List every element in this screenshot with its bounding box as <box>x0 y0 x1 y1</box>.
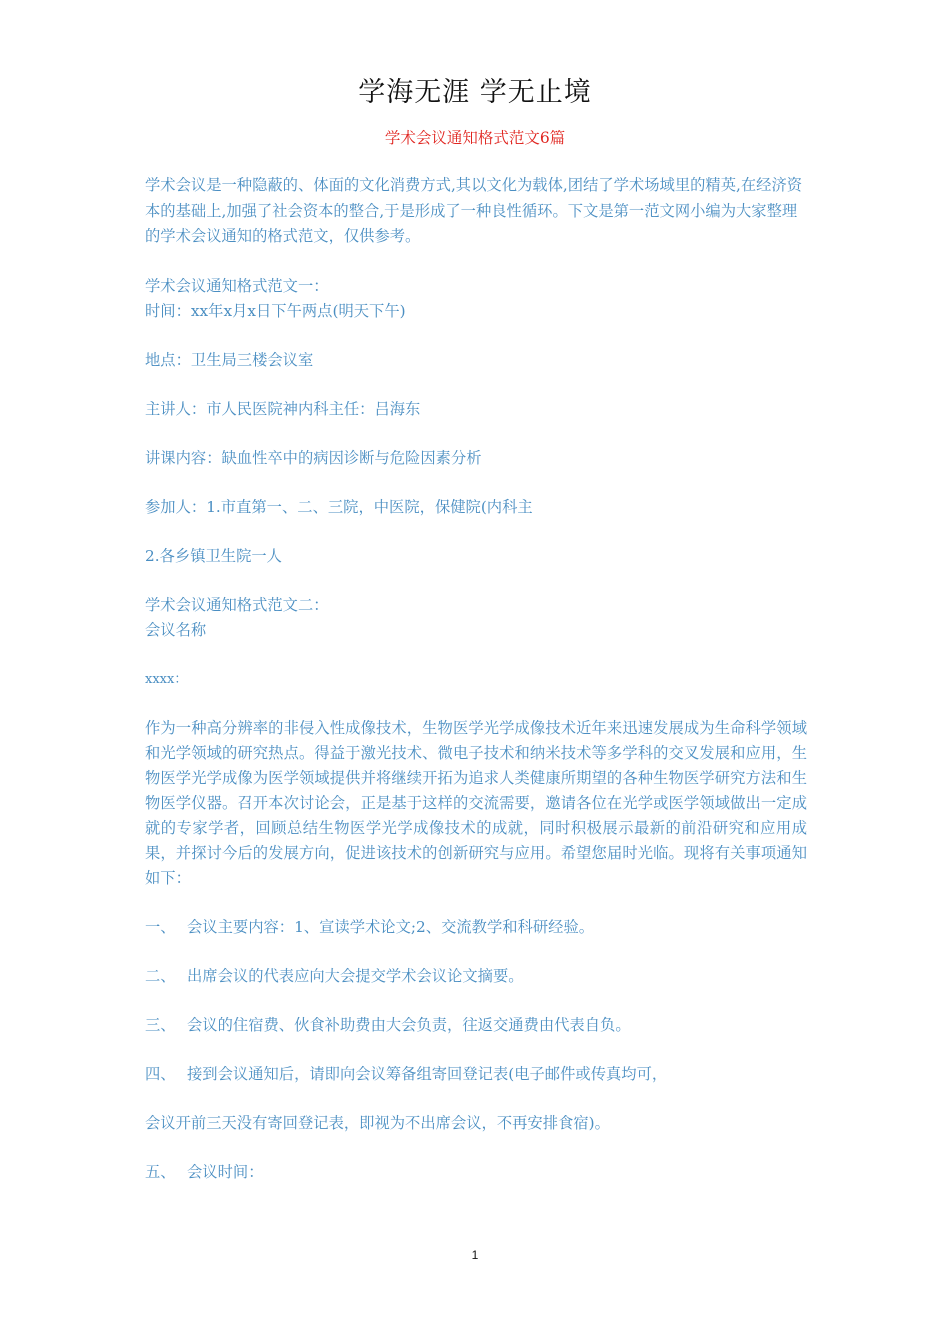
list-item <box>145 964 807 989</box>
list-item-text: 会议的住宿费、伙食补助费由大会负责，往返交通费由代表自负。 <box>187 1015 631 1034</box>
header-motto: 学海无涯 学无止境 <box>358 77 592 108</box>
sample1-time: 时间：xx年x月x日下午两点(明天下午) <box>145 301 406 320</box>
list-item-text: 接到会议通知后，请即向会议筹备组寄回登记表(电子邮件或传真均可， <box>187 1064 668 1083</box>
list-item-number: 三、 <box>145 1015 176 1034</box>
sample1-participants: 参加人：1.市直第一、二、三院，中医院，保健院(内科主 <box>145 497 533 516</box>
sample1-heading: 学术会议通知格式范文一： <box>145 276 329 295</box>
list-item-text: 会议主要内容：1、宣读学术论文;2、交流教学和科研经验。 <box>187 917 595 936</box>
intro-paragraph: 学术会议是一种隐蔽的、体面的文化消费方式,其以文化为载体,团结了学术场域里的精英,在经济资本的基础上,加强了社会资本的整合,于是形成了一种良性循环。下文是第一范文网小编为大家整理的学术会议通知的格式范文，仅供参考。 <box>145 176 803 245</box>
sample1-participants-2: 2.各乡镇卫生院一人 <box>145 546 282 565</box>
list-item-number: 二、 <box>145 966 176 985</box>
document-title: 学术会议通知格式范文6篇 <box>384 129 566 147</box>
list-item-text: 会议时间： <box>187 1162 264 1181</box>
document-body <box>145 173 807 1185</box>
list-item-number: 五、 <box>145 1162 176 1181</box>
list-item <box>145 1013 807 1038</box>
sample1-topic: 讲课内容：缺血性卒中的病因诊断与危险因素分析 <box>145 448 482 467</box>
list-item-text: 出席会议的代表应向大会提交学术会议论文摘要。 <box>187 966 524 985</box>
sample2-name-value: xxxx： <box>145 671 188 687</box>
sample1-place: 地点：卫生局三楼会议室 <box>145 350 314 369</box>
sample2-name-label: 会议名称 <box>145 620 207 639</box>
sample1-speaker: 主讲人：市人民医院神内科主任：吕海东 <box>145 399 421 418</box>
list-item <box>145 1160 807 1185</box>
page-number: 1 <box>471 1248 479 1262</box>
sample2-body: 作为一种高分辨率的非侵入性成像技术，生物医学光学成像技术近年来迅速发展成为生命科学领域和光学领域的研究热点。得益于激光技术、微电子技术和纳米技术等多学科的交叉发展和应用，生物医学光学成像为医学领域提供并将继续开拓为追求人类健康所期望的各种生物医学研究方法和生物医学仪器。召开本次讨论会，正是基于这样的交流需要，邀请各位在光学或医学领域做出一定成就的专家学者，回顾总结生物医学光学成像技术的成就，同时积极展示最新的前沿研究和应用成果，并探讨今后的发展方向，促进该技术的创新研究与应用。希望您届时光临。现将有关事项通知如下： <box>145 718 807 887</box>
sample2-heading: 学术会议通知格式范文二： <box>145 595 329 614</box>
list-item <box>145 1062 807 1087</box>
list-item-continued: 会议开前三天没有寄回登记表，即视为不出席会议，不再安排食宿)。 <box>145 1113 610 1132</box>
list-item <box>145 915 807 940</box>
list-item-number: 四、 <box>145 1064 176 1083</box>
list-item-number: 一、 <box>145 917 176 936</box>
